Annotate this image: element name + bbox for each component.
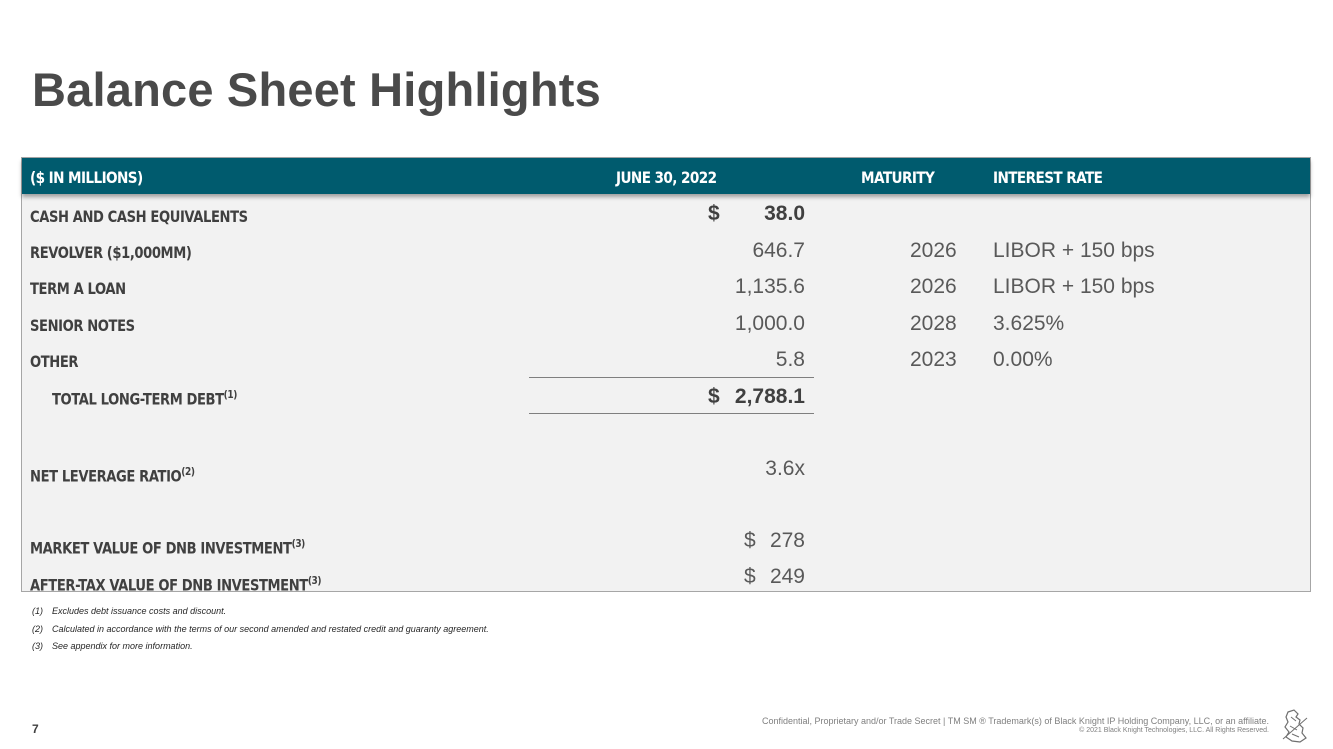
header-date: JUNE 30, 2022 bbox=[616, 168, 717, 187]
row-amount: 38.0 bbox=[764, 202, 805, 225]
table-row bbox=[22, 306, 1310, 342]
total-amount: 2,788.1 bbox=[734, 385, 805, 408]
row-amount: 646.7 bbox=[752, 239, 805, 262]
knight-logo-icon bbox=[1280, 708, 1310, 744]
table-row bbox=[22, 342, 1310, 378]
row-label: SENIOR NOTES bbox=[30, 316, 135, 335]
row-dollar: $ bbox=[708, 202, 720, 225]
total-label: TOTAL LONG-TERM DEBT$^{(1)}$ bbox=[52, 388, 237, 409]
total-bottom-rule bbox=[529, 413, 814, 414]
page-title: Balance Sheet Highlights bbox=[32, 63, 601, 116]
row-maturity: 2026 bbox=[910, 275, 957, 298]
row-rate: 0.00% bbox=[993, 348, 1053, 371]
legal-line-1: Confidential, Proprietary and/or Trade Secret | TM SM ® Trademark(s) of Black Knight IP Holding Company, LLC, or an affiliate. bbox=[761, 716, 1269, 726]
market-value-label: MARKET VALUE OF DNB INVESTMENT$^{(3)}$ bbox=[30, 537, 305, 558]
row-label: OTHER bbox=[30, 352, 79, 371]
footnote: (1) Excludes debt issuance costs and discount. bbox=[32, 606, 227, 616]
after-tax-row bbox=[22, 564, 1310, 600]
market-value-dollar: $ bbox=[744, 529, 756, 552]
row-maturity: 2023 bbox=[910, 348, 957, 371]
header-label: ($ IN MILLIONS) bbox=[30, 168, 143, 187]
row-rate: LIBOR + 150 bps bbox=[993, 239, 1155, 262]
row-label: TERM A LOAN bbox=[30, 279, 126, 298]
balance-sheet-table bbox=[21, 157, 1311, 595]
row-label: CASH AND CASH EQUIVALENTS bbox=[30, 207, 248, 226]
legal-line-2: © 2021 Black Knight Technologies, LLC. All Rights Reserved. bbox=[1079, 727, 1269, 734]
header-interest-rate: INTEREST RATE bbox=[993, 168, 1103, 187]
leverage-label: NET LEVERAGE RATIO$^{(2)}$ bbox=[30, 465, 195, 486]
market-value-row bbox=[22, 527, 1310, 563]
after-tax-dollar: $ bbox=[744, 565, 756, 588]
leverage-amount: 3.6x bbox=[765, 457, 805, 480]
row-rate: LIBOR + 150 bps bbox=[993, 275, 1155, 298]
after-tax-label: AFTER-TAX VALUE OF DNB INVESTMENT$^{(3)}$ bbox=[30, 574, 322, 595]
row-rate: 3.625% bbox=[993, 312, 1065, 335]
row-maturity: 2026 bbox=[910, 239, 957, 262]
row-label: REVOLVER ($1,000MM) bbox=[30, 243, 192, 262]
page-number: 7 bbox=[32, 722, 39, 736]
total-dollar: $ bbox=[708, 385, 720, 408]
table-row bbox=[22, 197, 1310, 233]
row-maturity: 2028 bbox=[910, 312, 957, 335]
legal-notice bbox=[762, 716, 1269, 736]
table-row bbox=[22, 269, 1310, 305]
footnote: (3) See appendix for more information. bbox=[32, 641, 193, 651]
leverage-row bbox=[22, 455, 1310, 491]
after-tax-amount: 249 bbox=[769, 565, 805, 588]
table-row bbox=[22, 233, 1310, 269]
market-value-amount: 278 bbox=[769, 529, 805, 552]
row-amount: 5.8 bbox=[775, 348, 805, 371]
header-maturity: MATURITY bbox=[861, 168, 935, 187]
total-row bbox=[22, 378, 1310, 414]
row-amount: 1,000.0 bbox=[734, 312, 805, 335]
row-amount: 1,135.6 bbox=[734, 275, 805, 298]
table-header bbox=[22, 158, 1310, 194]
footnote: (2) Calculated in accordance with the terms of our second amended and restated credit and guaranty agreement. bbox=[32, 624, 489, 634]
